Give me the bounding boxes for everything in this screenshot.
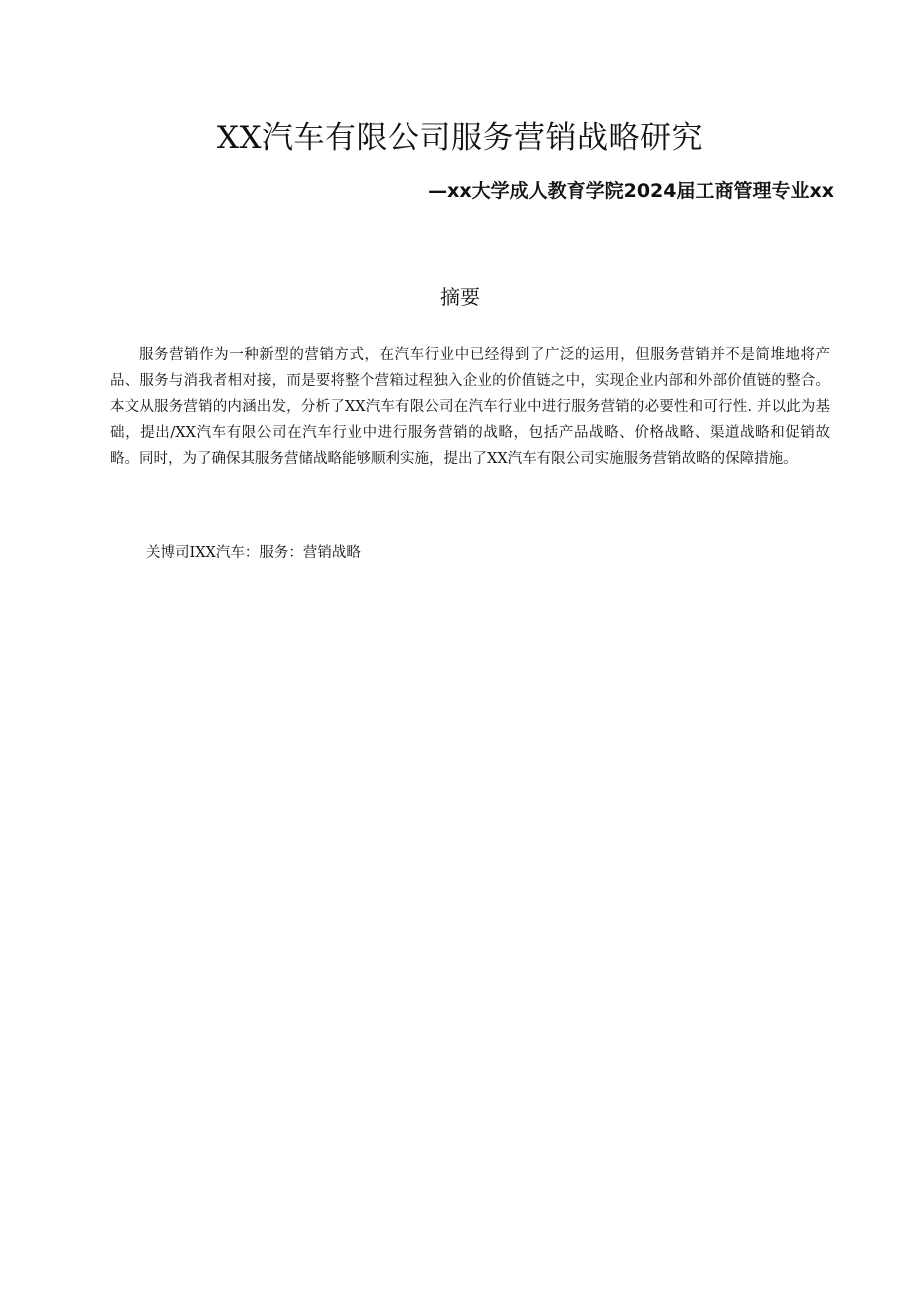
keywords-line: 关博司IXX汽车：服务：营销战略 — [146, 545, 361, 561]
document-subtitle: —xx大学成人教育学院2024届工商管理专业xx — [428, 180, 834, 202]
document-title: XX汽车有限公司服务营销战略研究 — [216, 120, 704, 156]
abstract-heading: 摘要 — [440, 285, 480, 309]
abstract-paragraph: 服务营销作为一种新型的营销方式，在汽车行业中已经得到了广泛的运用，但服务营销并不是简堆地将产品、服务与消我者相对接，而是要将整个营箱过程独入企业的价值链之中，实现企业内部和外部价值链的整合。本文从服务营销的内涵出发，分析了XX汽车有限公司在汽车行业中进行服务营销的必要性和可行性. 并以此为基础，提出/XX汽车有限公司在汽车行业中进行服务营销的战略，包括产品战略、价格战略、渠道战略和促销故略。同时，为了确保其服务营储战略能够顺利实施，提出了XX汽车有限公司实施服务营销故略的保障措施。 — [110, 347, 830, 467]
